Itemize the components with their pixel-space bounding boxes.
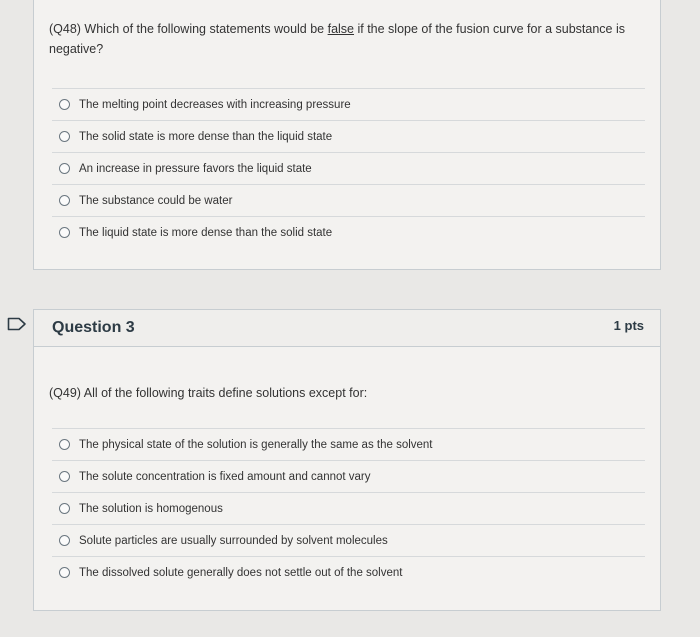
question-48-answers	[52, 88, 645, 248]
answer-option[interactable]	[52, 556, 645, 588]
answer-label: The melting point decreases with increasing pressure	[79, 98, 351, 111]
answer-option[interactable]	[52, 216, 645, 248]
answer-option[interactable]	[52, 120, 645, 152]
radio-button[interactable]	[59, 567, 70, 578]
question-48-text-suffix: if the slope of the fusion curve for a substance is negative?	[49, 22, 625, 56]
answer-label: The substance could be water	[79, 194, 233, 207]
answer-option[interactable]	[52, 152, 645, 184]
radio-button[interactable]	[59, 99, 70, 110]
radio-button[interactable]	[59, 471, 70, 482]
answer-option[interactable]	[52, 428, 645, 460]
answer-label: The solid state is more dense than the liquid state	[79, 130, 333, 143]
answer-option[interactable]	[52, 460, 645, 492]
radio-button[interactable]	[59, 195, 70, 206]
answer-label: The dissolved solute generally does not settle out of the solvent	[79, 566, 403, 579]
radio-button[interactable]	[59, 227, 70, 238]
question-49-answers	[52, 428, 645, 588]
radio-button[interactable]	[59, 535, 70, 546]
answer-option[interactable]	[52, 88, 645, 120]
radio-button[interactable]	[59, 439, 70, 450]
answer-label: The solute concentration is fixed amount and cannot vary	[79, 470, 371, 483]
answer-label: The solution is homogenous	[79, 502, 223, 515]
answer-option[interactable]	[52, 492, 645, 524]
question-49-card	[33, 309, 661, 611]
radio-button[interactable]	[59, 503, 70, 514]
answer-option[interactable]	[52, 524, 645, 556]
answer-label: The liquid state is more dense than the solid state	[79, 226, 333, 239]
answer-label: The physical state of the solution is generally the same as the solvent	[79, 438, 433, 451]
question-48-text-prefix: (Q48) Which of the following statements would be	[49, 22, 328, 36]
question-48-text	[49, 19, 640, 59]
answer-label: Solute particles are usually surrounded by solvent molecules	[79, 534, 388, 547]
question-48-text-emphasis: false	[327, 22, 355, 36]
question-points: 1 pts	[613, 318, 644, 333]
answer-option[interactable]	[52, 184, 645, 216]
radio-button[interactable]	[59, 163, 70, 174]
question-title: Question 3	[52, 319, 135, 336]
radio-button[interactable]	[59, 131, 70, 142]
question-header	[34, 310, 660, 347]
question-48-card	[33, 0, 661, 270]
answer-label: An increase in pressure favors the liquid state	[79, 162, 312, 175]
question-49-text: (Q49) All of the following traits define solutions except for:	[49, 386, 368, 400]
flag-outline-icon[interactable]	[7, 317, 27, 331]
